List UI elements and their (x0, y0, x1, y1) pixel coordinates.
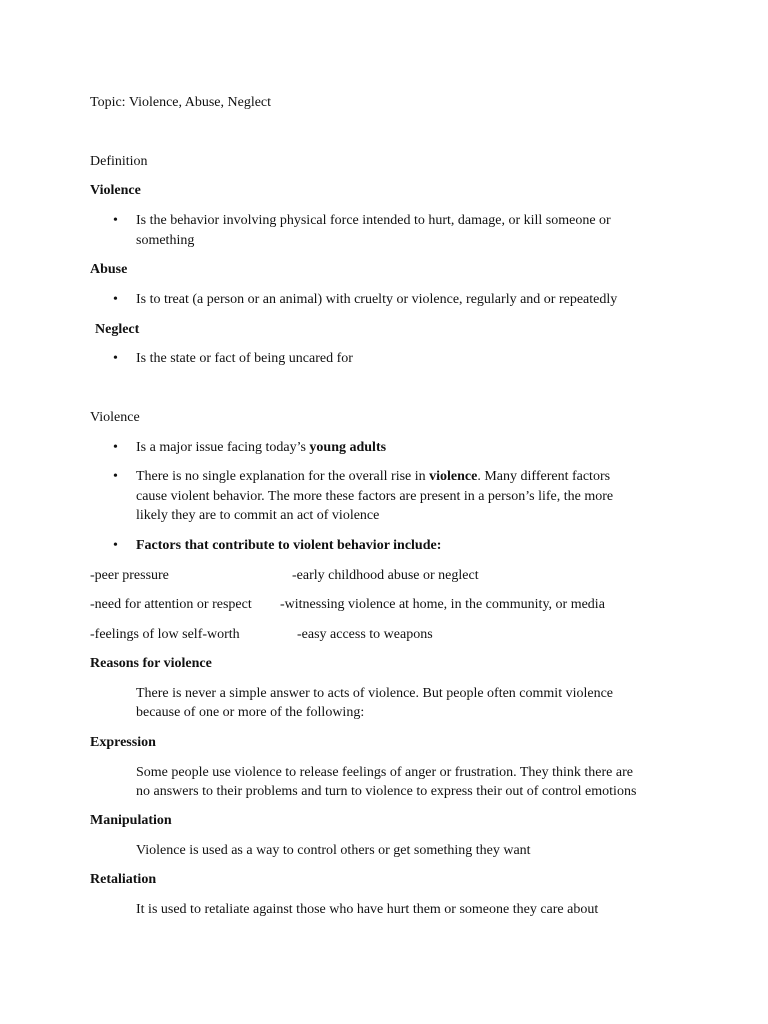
retaliation-heading: Retaliation (90, 872, 157, 887)
topic-title: Topic: Violence, Abuse, Neglect (90, 95, 272, 110)
manipulation-heading: Manipulation (90, 813, 172, 828)
factor-witnessing-violence: -witnessing violence at home, in the community, or media (280, 597, 605, 612)
violence-definition-line2: something (136, 233, 195, 248)
neglect-term: Neglect (95, 322, 140, 337)
bullet-icon: • (113, 469, 118, 484)
bullet-icon: • (113, 292, 118, 307)
factor-need-attention: -need for attention or respect (90, 597, 252, 612)
violence-point-explanation-line1: There is no single explanation for the overall rise in violence. Many different factors (136, 469, 611, 484)
abuse-definition: Is to treat (a person or an animal) with cruelty or violence, regularly and or repeatedly (136, 292, 618, 307)
bullet-icon: • (113, 213, 118, 228)
violence-point-explanation-line3: likely they are to commit an act of violence (136, 508, 380, 523)
reasons-heading: Reasons for violence (90, 656, 212, 671)
expression-line2: no answers to their problems and turn to violence to express their out of control emotions (136, 784, 637, 799)
bullet-icon: • (113, 440, 118, 455)
neglect-definition: Is the state or fact of being uncared for (136, 351, 353, 366)
manipulation-line1: Violence is used as a way to control others or get something they want (136, 843, 531, 858)
factor-low-self-worth: -feelings of low self-worth (90, 627, 240, 642)
factor-early-abuse: -early childhood abuse or neglect (292, 568, 479, 583)
reasons-line1: There is never a simple answer to acts of violence. But people often commit violence (136, 686, 614, 701)
expression-heading: Expression (90, 735, 156, 750)
violence-point-young-adults: Is a major issue facing today’s young adults (136, 440, 387, 455)
violence-section-heading: Violence (90, 410, 140, 425)
retaliation-line1: It is used to retaliate against those who have hurt them or someone they care about (136, 902, 599, 917)
abuse-term: Abuse (90, 262, 128, 277)
violence-term: Violence (90, 183, 141, 198)
violence-point-explanation-line2: cause violent behavior. The more these factors are present in a person’s life, the more (136, 489, 614, 504)
violence-definition-line1: Is the behavior involving physical force intended to hurt, damage, or kill someone or (136, 213, 611, 228)
bullet-icon: • (113, 351, 118, 366)
reasons-line2: because of one or more of the following: (136, 705, 365, 720)
expression-line1: Some people use violence to release feelings of anger or frustration. They think there are (136, 765, 633, 780)
factors-heading: Factors that contribute to violent behavior include: (136, 538, 442, 553)
factor-weapons-access: -easy access to weapons (297, 627, 433, 642)
factor-peer-pressure: -peer pressure (90, 568, 169, 583)
bullet-icon: • (113, 538, 118, 553)
definition-heading: Definition (90, 154, 148, 169)
